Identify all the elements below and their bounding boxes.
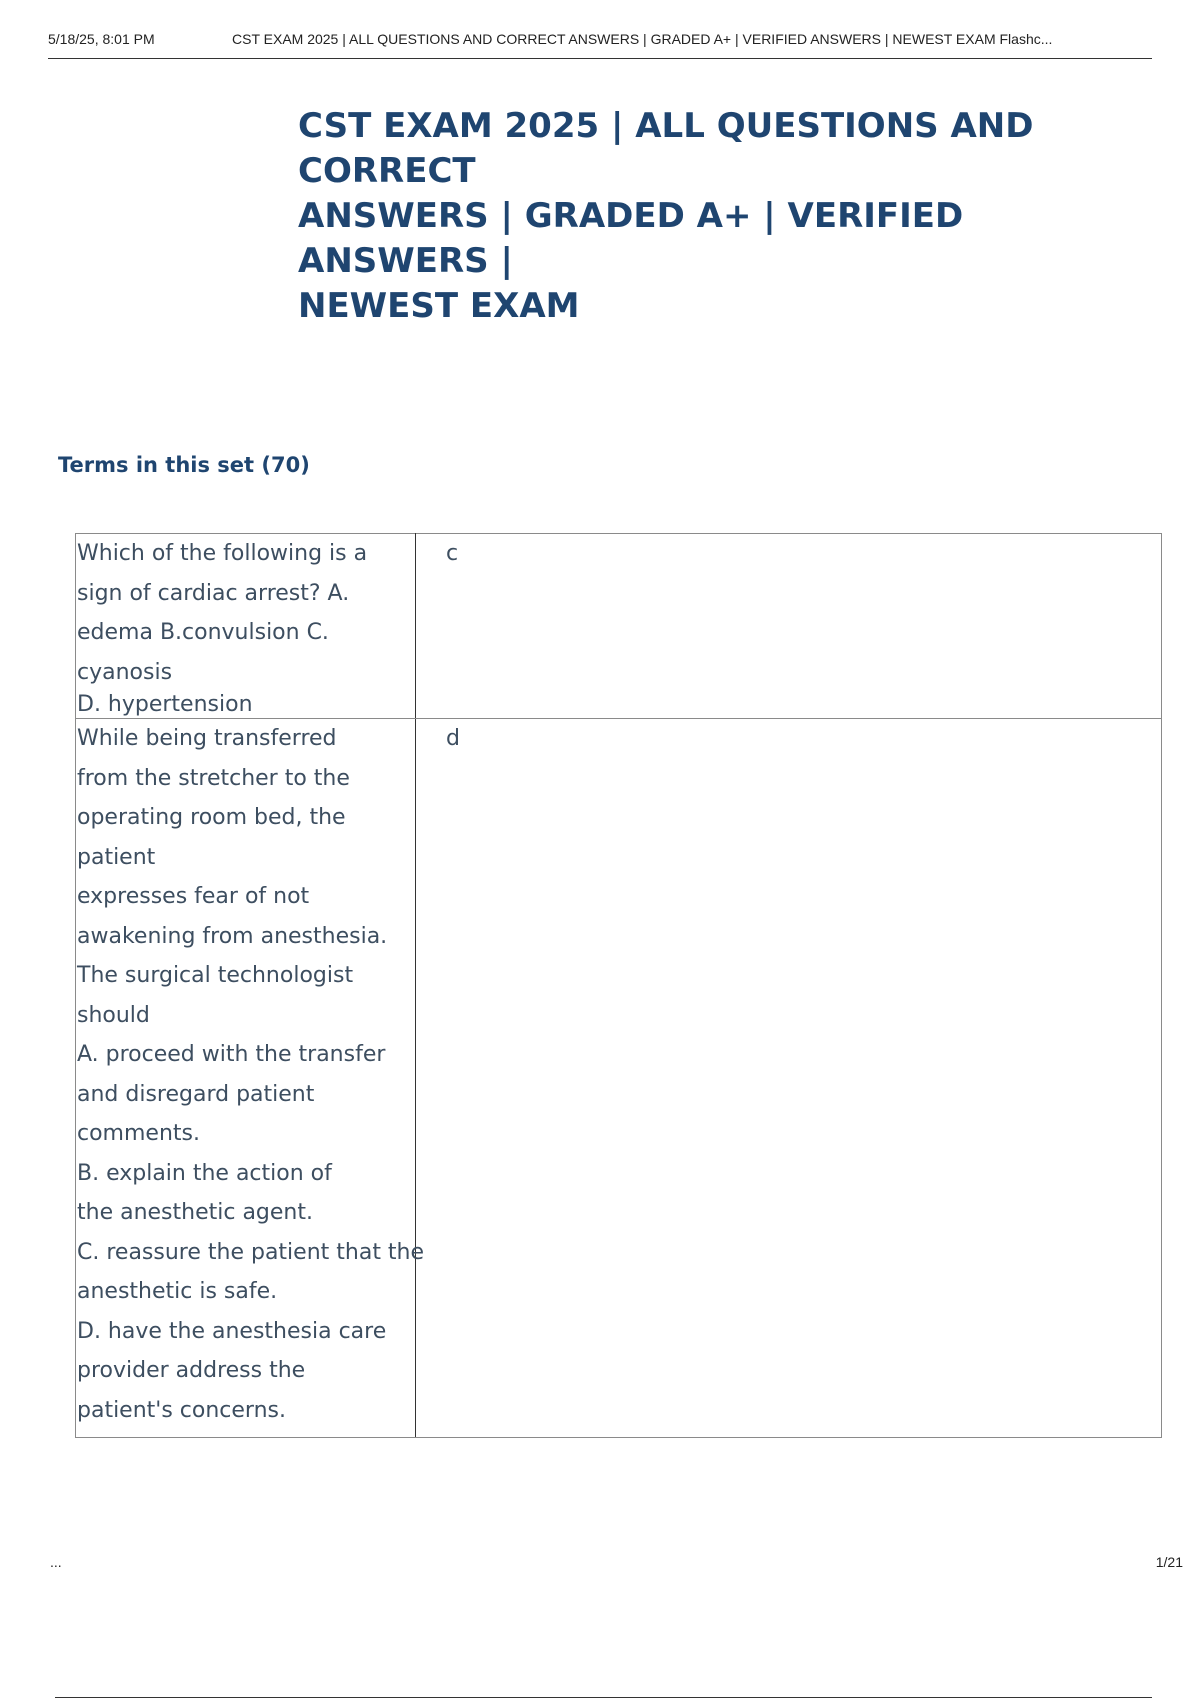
term-line: comments.	[77, 1121, 200, 1146]
term-line: D. hypertension	[77, 692, 253, 717]
definition-cell: d	[416, 719, 1162, 1438]
term-line: While being transferred	[77, 726, 337, 751]
term-line: A. proceed with the transfer	[77, 1042, 386, 1067]
term-line: expresses fear of not	[77, 884, 310, 909]
term-line: operating room bed, the	[77, 805, 346, 830]
term-cell	[76, 534, 416, 719]
print-date: 5/18/25, 8:01 PM	[48, 31, 155, 47]
term-line: awakening from anesthesia.	[77, 923, 388, 949]
term-line: B. explain the action of	[77, 1160, 332, 1186]
table-row	[76, 719, 1162, 1438]
document-title	[298, 104, 1158, 329]
document-title-line: ANSWERS | GRADED A+ | VERIFIED ANSWERS |	[298, 196, 964, 281]
document-title-line: NEWEST EXAM	[298, 286, 580, 326]
term-line: D. have the anesthesia care	[77, 1318, 387, 1344]
document-title-line: CST EXAM 2025 | ALL QUESTIONS AND CORRECT	[298, 106, 1034, 191]
term-line: patient's concerns.	[77, 1397, 286, 1423]
term-line: sign of cardiac arrest? A.	[77, 580, 350, 606]
bottom-divider	[55, 1697, 1152, 1698]
term-line: from the stretcher to the	[77, 765, 350, 791]
flashcard-table	[75, 533, 1162, 1438]
term-line: anesthetic is safe.	[77, 1279, 278, 1304]
term-line: patient	[77, 844, 156, 870]
term-line: cyanosis	[77, 659, 173, 685]
term-line: should	[77, 1002, 150, 1028]
print-footer-url: ...	[50, 1554, 62, 1570]
term-line: edema B.convulsion C.	[77, 620, 329, 645]
page-number: 1/21	[1155, 1554, 1183, 1570]
term-line: the anesthetic agent.	[77, 1200, 313, 1225]
term-line: and disregard patient	[77, 1081, 315, 1107]
term-line: provider address the	[77, 1358, 306, 1383]
term-line: The surgical technologist	[77, 963, 354, 988]
print-page-title: CST EXAM 2025 | ALL QUESTIONS AND CORRECT ANSWERS | GRADED A+ | VERIFIED ANSWERS | NEWEST EXAM Flashc...	[232, 31, 1053, 47]
terms-heading: Terms in this set (70)	[58, 453, 310, 477]
term-line: C. reassure the patient that the	[77, 1239, 425, 1265]
definition-cell: c	[416, 534, 1162, 719]
print-header	[48, 28, 1152, 59]
term-cell	[76, 719, 425, 1438]
term-line: Which of the following is a	[77, 541, 368, 566]
table-row	[76, 534, 1162, 719]
